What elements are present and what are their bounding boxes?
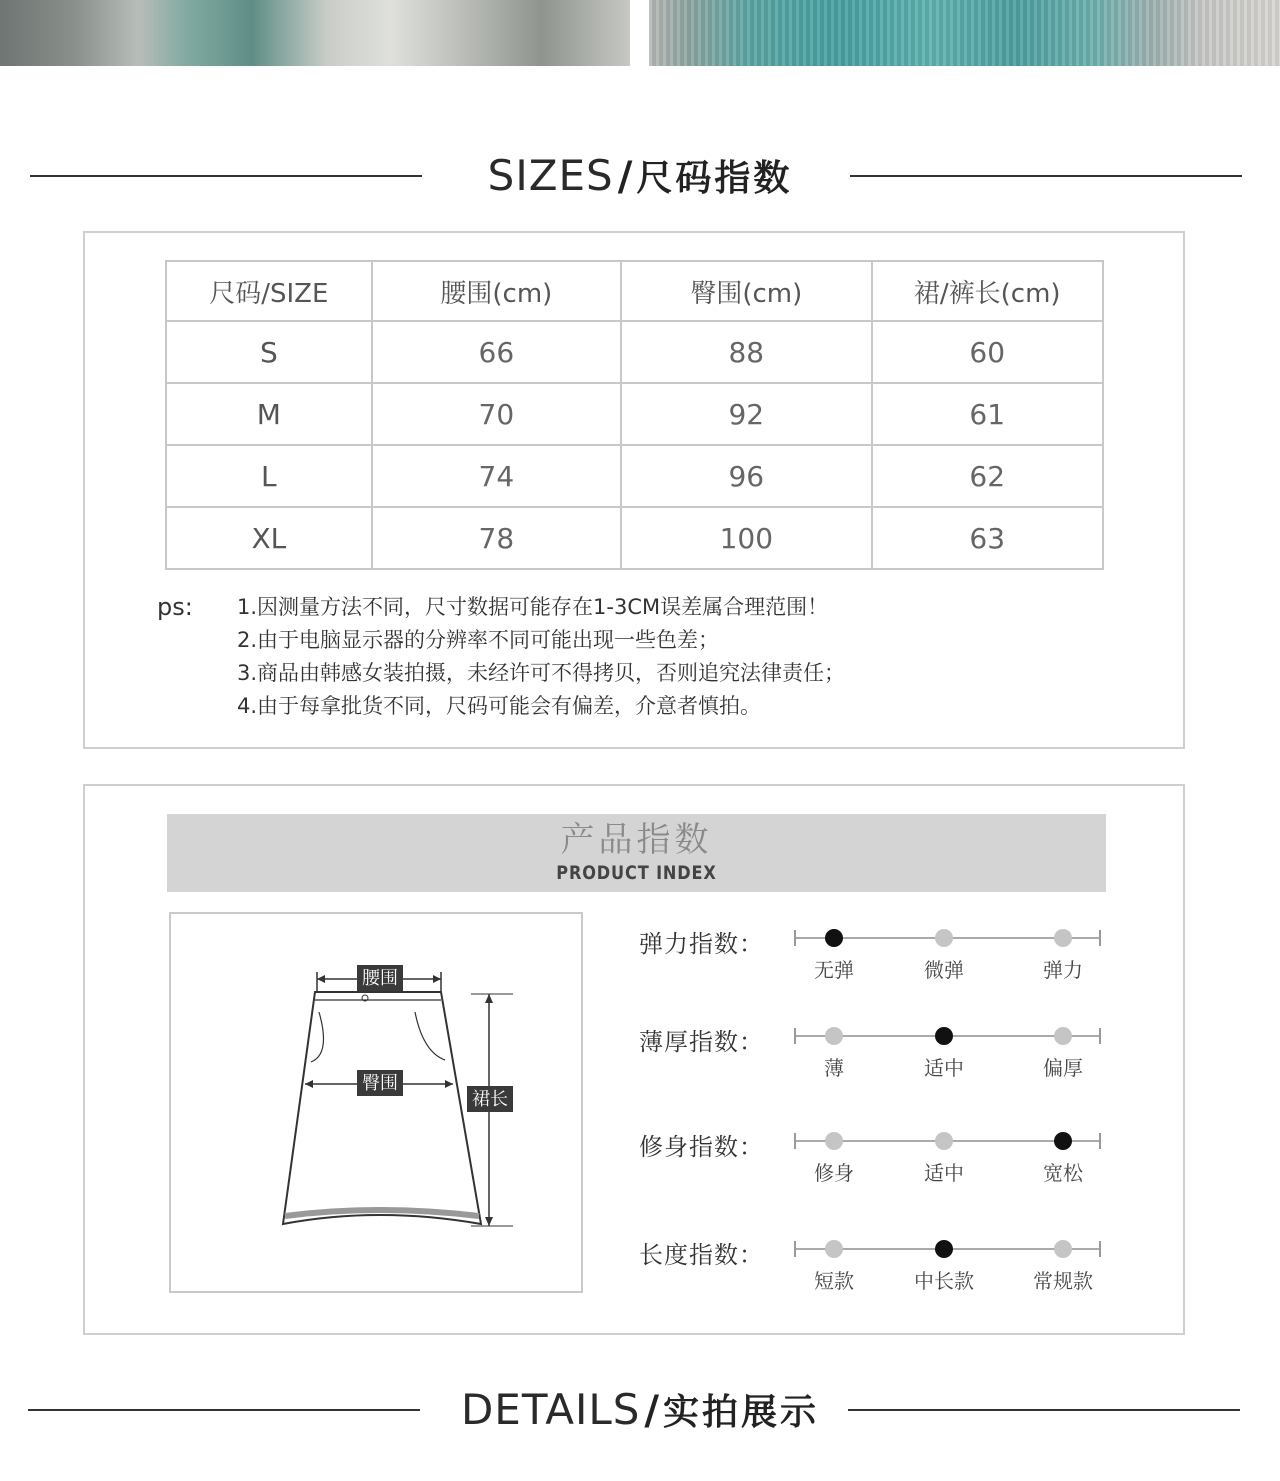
length-arrow-bottom <box>485 1217 493 1226</box>
index-label: 薄厚指数： <box>639 1028 764 1056</box>
note-item: 3.商品由韩感女装拍摄，未经许可不得拷贝，否则追究法律责任； <box>237 661 846 685</box>
index-label: 长度指数： <box>639 1241 764 1269</box>
cell-hip: 92 <box>621 383 871 445</box>
index-dot-selected <box>1054 1132 1072 1150</box>
track-cap-right <box>1099 930 1101 946</box>
size-chart-box <box>83 231 1185 749</box>
details-title <box>0 1380 1280 1449</box>
waist-label: 腰围 <box>362 968 398 989</box>
index-dot <box>935 929 953 947</box>
cell-size: S <box>166 321 372 383</box>
index-option-label: 常规款 <box>1033 1269 1093 1293</box>
product-index-banner <box>167 814 1106 892</box>
table-row <box>166 445 1103 507</box>
cell-hip: 100 <box>621 507 871 569</box>
track-cap-left <box>794 1133 796 1149</box>
sizes-title-sep: / <box>617 154 633 200</box>
skirt-diagram-svg <box>171 914 581 1291</box>
hip-label: 臀围 <box>362 1073 398 1094</box>
length-label: 裙长 <box>472 1089 508 1110</box>
cell-waist: 78 <box>372 507 621 569</box>
index-dot-selected <box>825 929 843 947</box>
track-cap-left <box>794 1028 796 1044</box>
index-row-fit <box>639 1131 1109 1201</box>
cell-hip: 88 <box>621 321 871 383</box>
index-option-label: 偏厚 <box>1043 1056 1083 1080</box>
index-option-label: 适中 <box>924 1056 964 1080</box>
sizes-section-header <box>0 146 1280 206</box>
header-length: 裙/裤长(cm) <box>872 261 1104 321</box>
cell-length: 62 <box>872 445 1104 507</box>
index-label: 修身指数： <box>639 1133 764 1161</box>
details-section-header <box>0 1380 1280 1440</box>
table-row <box>166 321 1103 383</box>
index-option-label: 薄 <box>824 1056 844 1080</box>
sizes-title <box>0 146 1280 215</box>
index-row-length <box>639 1239 1109 1309</box>
cell-hip: 96 <box>621 445 871 507</box>
index-row-elasticity <box>639 928 1109 998</box>
note-item: 2.由于电脑显示器的分辨率不同可能出现一些色差； <box>237 628 720 652</box>
cell-size: XL <box>166 507 372 569</box>
index-dot <box>825 1027 843 1045</box>
note-item: 1.因测量方法不同，尺寸数据可能存在1-3CM误差属合理范围！ <box>237 595 829 619</box>
index-dot-selected <box>935 1240 953 1258</box>
cell-length: 63 <box>872 507 1104 569</box>
product-index-title-cn: 产品指数 <box>560 820 713 860</box>
size-table-header-row <box>166 261 1103 321</box>
header-waist: 腰围(cm) <box>372 261 621 321</box>
header-hip: 臀围(cm) <box>621 261 871 321</box>
index-option-label: 宽松 <box>1043 1161 1083 1185</box>
skirt-measurement-diagram <box>169 912 583 1293</box>
waist-arrow-left <box>317 975 325 983</box>
index-dot <box>1054 1027 1072 1045</box>
header-size: 尺码/SIZE <box>166 261 372 321</box>
track-cap-right <box>1099 1028 1101 1044</box>
product-photo-right <box>649 0 1280 66</box>
track-cap-right <box>1099 1133 1101 1149</box>
index-row-thickness <box>639 1026 1109 1096</box>
note-item: 4.由于每拿批货不同，尺码可能会有偏差，介意者慎拍。 <box>237 694 762 718</box>
index-option-label: 修身 <box>814 1161 854 1185</box>
index-option-label: 无弹 <box>814 958 854 982</box>
cell-size: L <box>166 445 372 507</box>
index-option-label: 中长款 <box>914 1269 974 1293</box>
skirt-outline <box>283 992 481 1224</box>
details-title-cn: 实拍展示 <box>663 1392 820 1433</box>
index-dot <box>825 1240 843 1258</box>
track-cap-right <box>1099 1241 1101 1257</box>
details-title-sep: / <box>644 1388 660 1434</box>
cell-length: 60 <box>872 321 1104 383</box>
cell-size: M <box>166 383 372 445</box>
product-index-box <box>83 784 1185 1335</box>
index-option-label: 短款 <box>814 1269 854 1293</box>
details-title-en: DETAILS <box>460 1385 641 1434</box>
cell-length: 61 <box>872 383 1104 445</box>
waist-arrow-right <box>433 975 441 983</box>
cell-waist: 70 <box>372 383 621 445</box>
index-option-label: 微弹 <box>924 958 964 982</box>
table-row <box>166 383 1103 445</box>
notes-label: ps: <box>157 593 193 621</box>
index-dot <box>1054 929 1072 947</box>
index-dot <box>935 1132 953 1150</box>
size-table <box>165 260 1104 570</box>
index-dot-selected <box>935 1027 953 1045</box>
index-dot <box>1054 1240 1072 1258</box>
cell-waist: 74 <box>372 445 621 507</box>
index-label: 弹力指数： <box>639 930 764 958</box>
index-dot <box>825 1132 843 1150</box>
sizes-title-en: SIZES <box>487 151 614 200</box>
track-cap-left <box>794 1241 796 1257</box>
cell-waist: 66 <box>372 321 621 383</box>
index-option-label: 适中 <box>924 1161 964 1185</box>
track-cap-left <box>794 930 796 946</box>
notes-list <box>237 591 845 723</box>
sizes-title-cn: 尺码指数 <box>636 158 793 199</box>
table-row <box>166 507 1103 569</box>
product-index-title-en: PRODUCT INDEX <box>556 862 717 884</box>
product-photo-left <box>0 0 630 66</box>
index-option-label: 弹力 <box>1043 958 1083 982</box>
length-arrow-top <box>485 994 493 1003</box>
